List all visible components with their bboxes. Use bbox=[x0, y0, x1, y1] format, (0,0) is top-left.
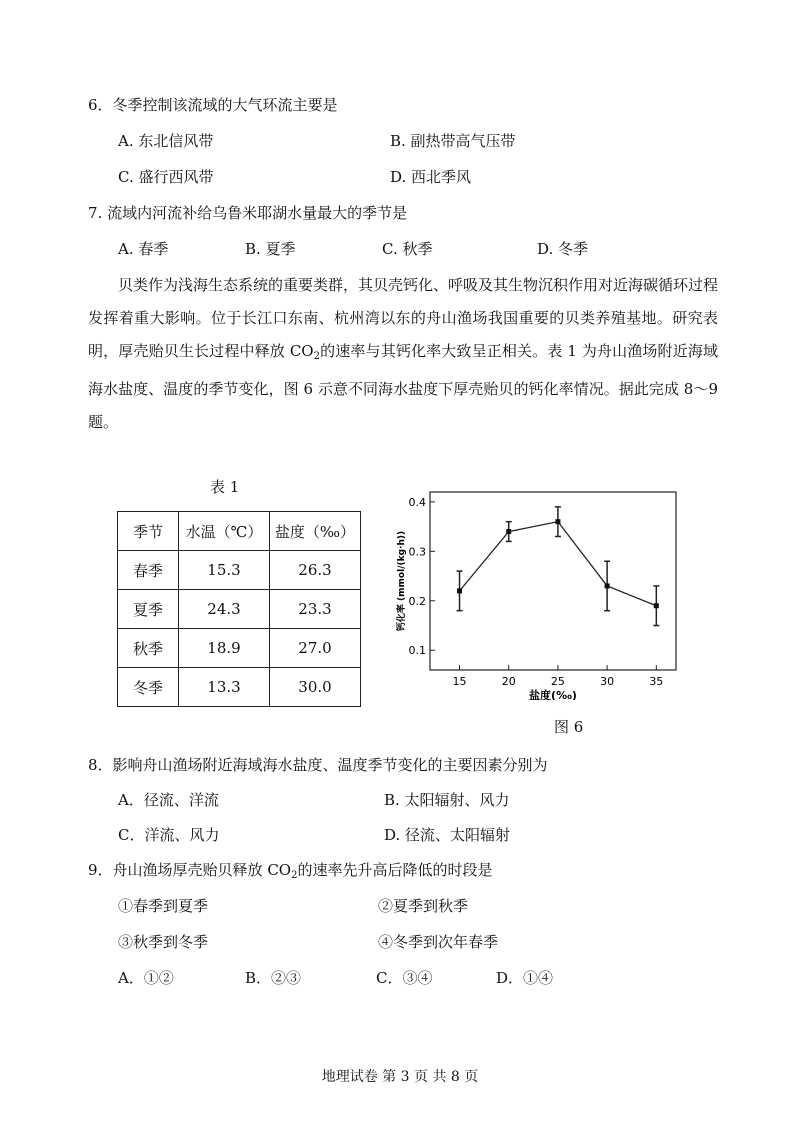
table-cell: 13.3 bbox=[179, 668, 270, 707]
q8-option-b: B. 太阳辐射、风力 bbox=[384, 791, 510, 809]
q7-option-d: D. 冬季 bbox=[537, 240, 589, 258]
data-point bbox=[555, 519, 560, 524]
table-cell: 23.3 bbox=[270, 590, 361, 629]
season-table bbox=[117, 511, 361, 707]
table-cell: 24.3 bbox=[179, 590, 270, 629]
table-row bbox=[118, 668, 361, 707]
q6-option-d: D. 西北季风 bbox=[390, 168, 472, 186]
figure-caption: 图 6 bbox=[554, 718, 584, 736]
q9-option-a: A．①② bbox=[118, 969, 174, 987]
q6-option-b: B. 副热带高气压带 bbox=[390, 132, 516, 150]
table-header-season: 季节 bbox=[118, 512, 179, 551]
q9-co2-subscript: 2 bbox=[291, 870, 298, 881]
table-cell: 秋季 bbox=[118, 629, 179, 668]
table-header-salinity: 盐度（‰） bbox=[270, 512, 361, 551]
q9-option-c: C．③④ bbox=[376, 969, 433, 987]
passage bbox=[88, 269, 718, 439]
q9-item-3: ③秋季到冬季 bbox=[118, 933, 209, 951]
y-tick-label: 0.2 bbox=[408, 594, 426, 608]
q9-stem-a: 9．舟山渔场厚壳贻贝释放 CO bbox=[88, 861, 292, 879]
x-axis-label: 盐度(‰) bbox=[529, 689, 577, 700]
q7-option-c: C. 秋季 bbox=[382, 240, 433, 258]
table-cell: 冬季 bbox=[118, 668, 179, 707]
x-tick-label: 35 bbox=[649, 675, 664, 688]
table-cell: 26.3 bbox=[270, 551, 361, 590]
table-cell: 18.9 bbox=[179, 629, 270, 668]
q9-stem-b: 的速率先升高后降低的时段是 bbox=[297, 861, 493, 879]
page-footer: 地理试卷 第 3 页 共 8 页 bbox=[321, 1069, 479, 1085]
data-point bbox=[457, 588, 462, 593]
co2-subscript: 2 bbox=[313, 351, 320, 362]
table-cell: 春季 bbox=[118, 551, 179, 590]
x-tick-label: 30 bbox=[600, 675, 615, 688]
data-point bbox=[605, 583, 610, 588]
table-caption: 表 1 bbox=[210, 478, 240, 496]
q8-stem: 8．影响舟山渔场附近海域海水盐度、温度季节变化的主要因素分别为 bbox=[88, 756, 548, 774]
q9-option-b: B．②③ bbox=[245, 969, 302, 987]
table-row bbox=[118, 590, 361, 629]
q6-stem: 6．冬季控制该流域的大气环流主要是 bbox=[88, 96, 338, 114]
calcification-chart bbox=[390, 480, 690, 700]
table-cell: 夏季 bbox=[118, 590, 179, 629]
q9-item-2: ②夏季到秋季 bbox=[378, 897, 469, 915]
passage-part2: 的速率与其钙化率大致呈正相关。表 1 为舟山渔场附近海域海水盐度、温度的季节变化，图 6 示意不同海水盐度下厚壳贻贝的钙化率情况。据此完成 8～9 题。 bbox=[88, 342, 718, 431]
data-point bbox=[506, 529, 511, 534]
x-tick-label: 15 bbox=[452, 675, 467, 688]
q9-item-4: ④冬季到次年春季 bbox=[378, 933, 499, 951]
y-tick-label: 0.1 bbox=[408, 644, 426, 658]
q7-option-a: A. 春季 bbox=[118, 240, 169, 258]
q9-item-1: ①春季到夏季 bbox=[118, 897, 209, 915]
data-point bbox=[654, 603, 659, 608]
q9-option-d: D．①④ bbox=[496, 969, 554, 987]
q7-stem: 7. 流域内河流补给乌鲁米耶湖水量最大的季节是 bbox=[88, 204, 408, 222]
q6-option-c: C. 盛行西风带 bbox=[118, 168, 214, 186]
table-row bbox=[118, 629, 361, 668]
q8-option-d: D. 径流、太阳辐射 bbox=[384, 826, 511, 844]
y-tick-label: 0.3 bbox=[408, 545, 426, 559]
table-cell: 27.0 bbox=[270, 629, 361, 668]
q9-stem bbox=[88, 860, 492, 886]
y-axis-label: 钙化率 (mmol/(kg·h)) bbox=[397, 530, 407, 632]
q7-option-b: B. 夏季 bbox=[245, 240, 296, 258]
x-tick-label: 25 bbox=[550, 675, 565, 688]
y-tick-label: 0.4 bbox=[408, 495, 426, 509]
table-header-temp: 水温（℃） bbox=[179, 512, 270, 551]
table-cell: 30.0 bbox=[270, 668, 361, 707]
passage-part1: 贝类作为浅海生态系统的重要类群，其贝壳钙化、呼吸及其生物沉积作用对近海碳循环过程发挥着重大影响。位于长江口东南、杭州湾以东的舟山渔场我国重要的贝类养殖基地。研究表明，厚壳贻贝生长过程中释放 CO bbox=[88, 276, 719, 360]
table-cell: 15.3 bbox=[179, 551, 270, 590]
table-row bbox=[118, 551, 361, 590]
q8-option-a: A．径流、洋流 bbox=[118, 791, 219, 809]
x-tick-label: 20 bbox=[501, 675, 516, 688]
table-header-row bbox=[118, 512, 361, 551]
q6-option-a: A. 东北信风带 bbox=[118, 132, 214, 150]
q8-option-c: C．洋流、风力 bbox=[118, 826, 220, 844]
